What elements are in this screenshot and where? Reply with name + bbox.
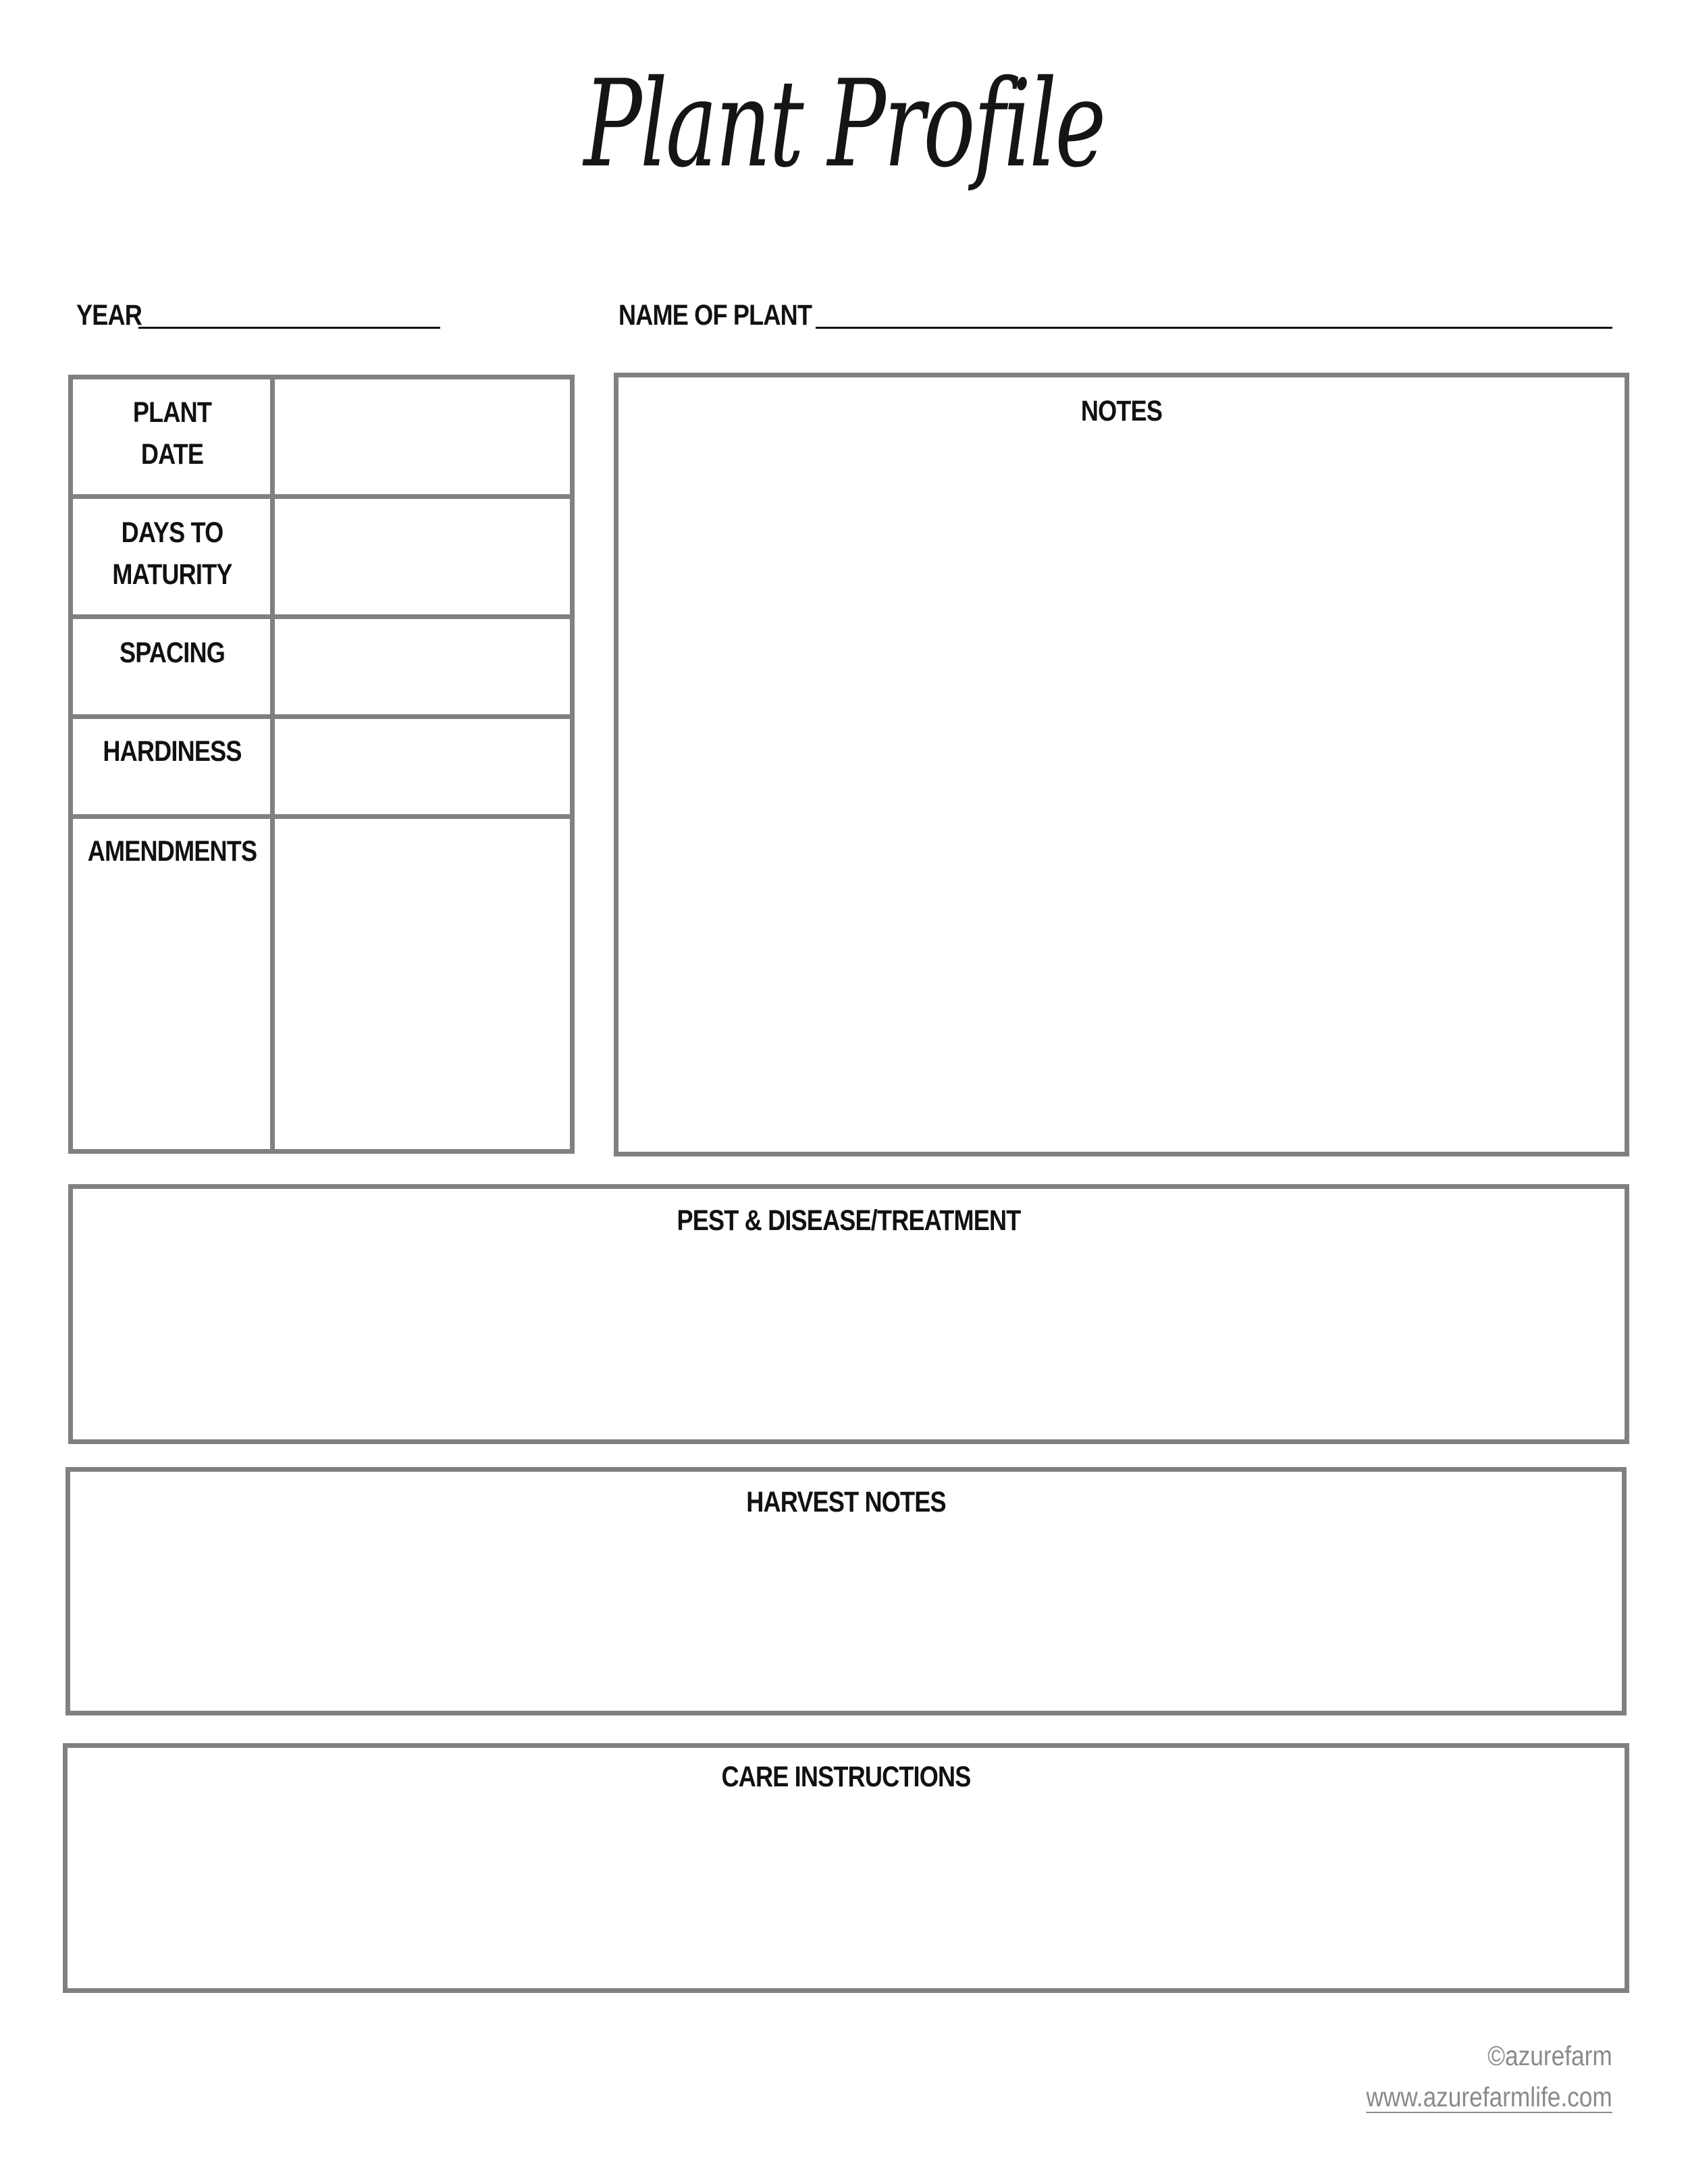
hardiness-field[interactable] (278, 722, 567, 811)
amendments-label: AMENDMENTS (87, 835, 257, 868)
details-table-divider (270, 377, 275, 1152)
care-instructions-heading: CARE INSTRUCTIONS (721, 1761, 971, 1793)
amendments-field[interactable] (278, 822, 567, 1147)
year-label: YEAR (76, 299, 142, 331)
pest-disease-heading: PEST & DISEASE/TREATMENT (677, 1204, 1021, 1237)
row-separator (70, 814, 573, 819)
plant-date-label: PLANT DATE (132, 396, 212, 471)
row-separator (70, 614, 573, 619)
notes-box[interactable] (614, 373, 1629, 1156)
hardiness-label: HARDINESS (103, 735, 242, 768)
page-title: Plant Profile (583, 54, 1105, 194)
spacing-label: SPACING (119, 637, 226, 669)
days-to-maturity-label: DAYS TO MATURITY (112, 516, 232, 591)
notes-heading: NOTES (1080, 395, 1163, 427)
copyright-text: ©azurefarm (1487, 2040, 1612, 2071)
harvest-notes-heading: HARVEST NOTES (746, 1486, 946, 1518)
plant-date-field[interactable] (278, 381, 567, 491)
plant-name-field[interactable] (816, 327, 1612, 329)
spacing-field[interactable] (278, 622, 567, 712)
year-field[interactable] (138, 327, 440, 329)
plant-name-label: NAME OF PLANT (618, 299, 812, 331)
row-separator (70, 714, 573, 719)
website-link[interactable]: www.azurefarmlife.com (1366, 2081, 1612, 2112)
days-to-maturity-field[interactable] (278, 502, 567, 612)
row-separator (70, 494, 573, 499)
